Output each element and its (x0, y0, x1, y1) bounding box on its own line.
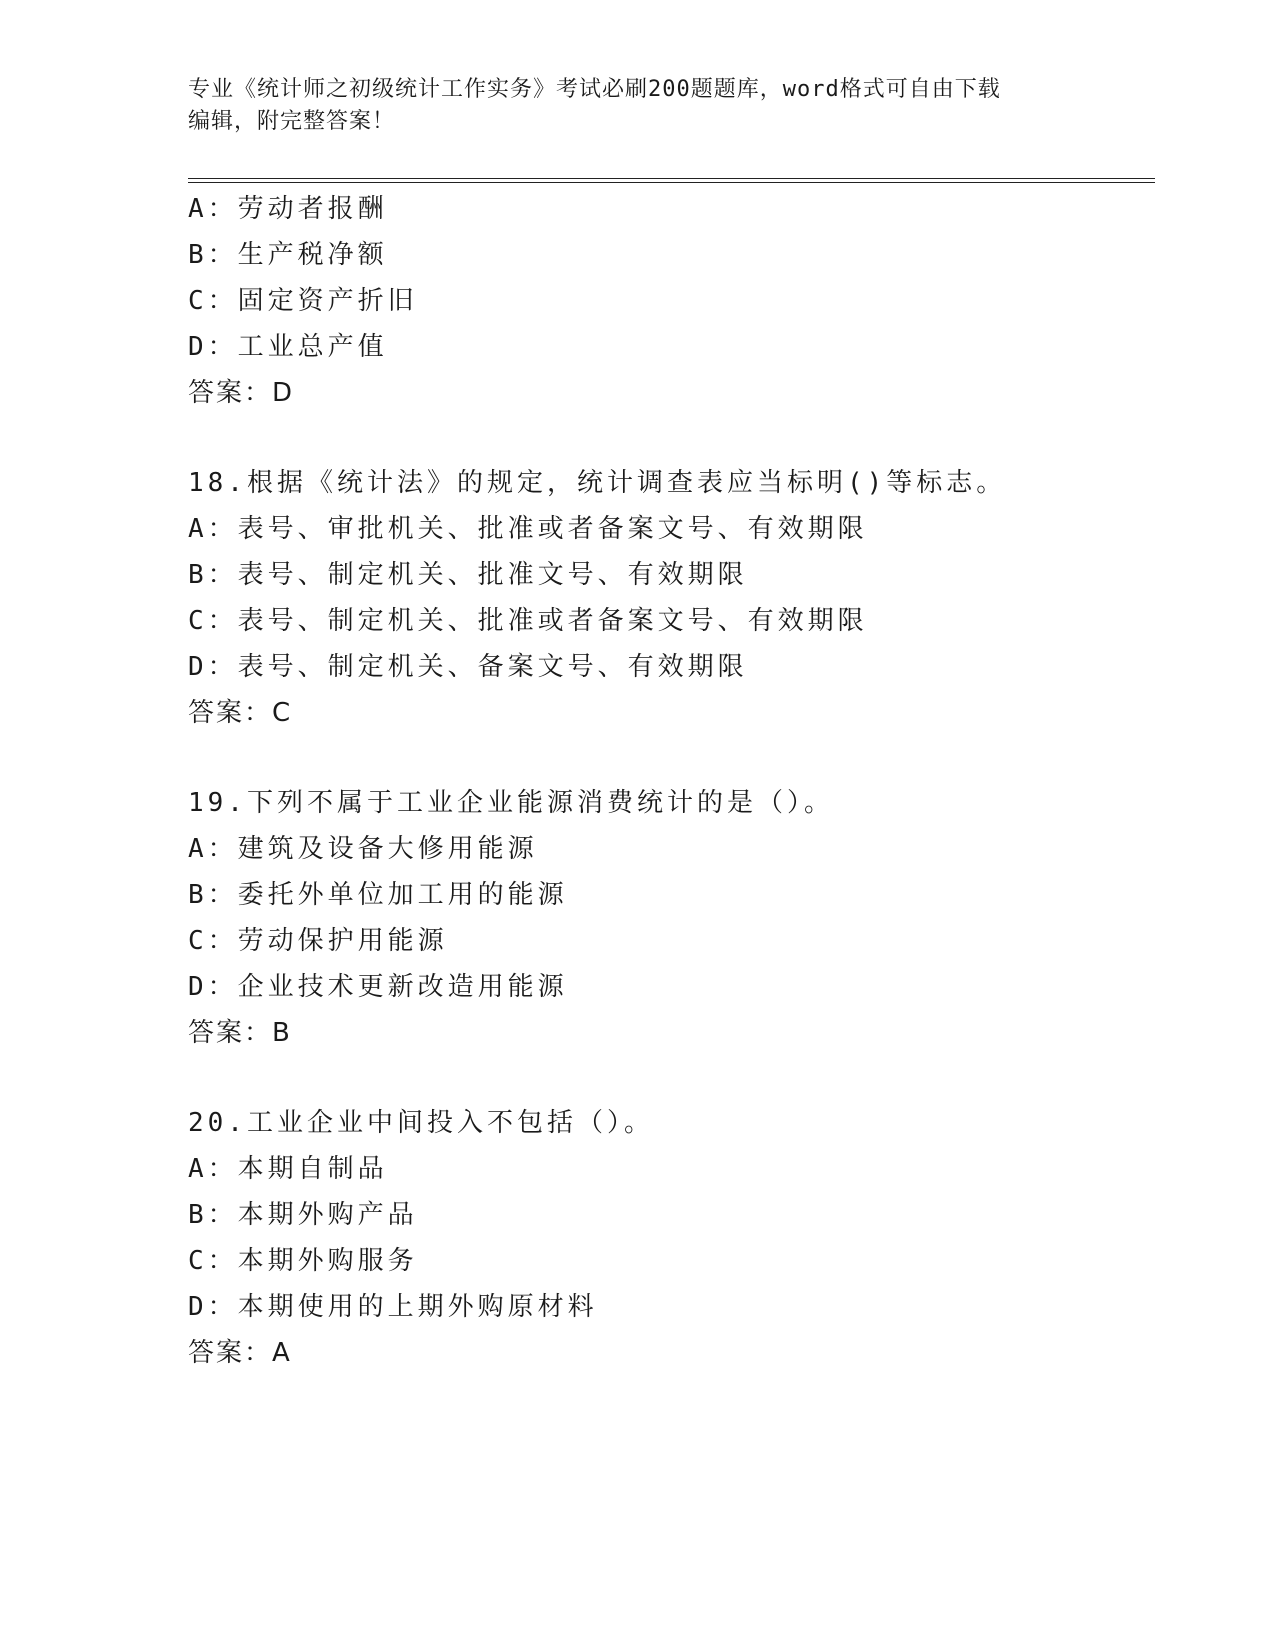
option-c: C：表号、制定机关、批准或者备案文号、有效期限 (188, 606, 868, 636)
header-divider (188, 178, 1155, 183)
header-line-1: 专业《统计师之初级统计工作实务》考试必刷200题题库，word格式可自由下载 (188, 77, 1001, 102)
option-d: D：本期使用的上期外购原材料 (188, 1292, 598, 1322)
option-a: A：劳动者报酬 (188, 194, 388, 224)
option-b: B：表号、制定机关、批准文号、有效期限 (188, 560, 748, 590)
answer-line: 答案：A (188, 1338, 292, 1368)
question-18-stem: 18.根据《统计法》的规定，统计调查表应当标明()等标志。 (188, 468, 1007, 498)
option-d: D：企业技术更新改造用能源 (188, 972, 568, 1002)
option-a: A：本期自制品 (188, 1154, 388, 1184)
option-a: A：建筑及设备大修用能源 (188, 834, 538, 864)
option-c: C：劳动保护用能源 (188, 926, 448, 956)
option-d: D：表号、制定机关、备案文号、有效期限 (188, 652, 748, 682)
option-a: A：表号、审批机关、批准或者备案文号、有效期限 (188, 514, 868, 544)
question-20-stem: 20.工业企业中间投入不包括（）。 (188, 1108, 654, 1138)
spacer (188, 736, 1148, 780)
spacer (188, 1056, 1148, 1100)
answer-line: 答案：C (188, 698, 293, 728)
option-c: C：固定资产折旧 (188, 286, 418, 316)
option-b: B：委托外单位加工用的能源 (188, 880, 568, 910)
option-d: D：工业总产值 (188, 332, 388, 362)
option-b: B：生产税净额 (188, 240, 388, 270)
spacer (188, 416, 1148, 460)
answer-line: 答案：B (188, 1018, 292, 1048)
question-17-block (188, 186, 1148, 1376)
document-header (188, 74, 1088, 138)
answer-line: 答案：D (188, 378, 295, 408)
question-19-stem: 19.下列不属于工业企业能源消费统计的是（）。 (188, 788, 834, 818)
header-line-2: 编辑，附完整答案！ (188, 109, 396, 134)
option-b: B：本期外购产品 (188, 1200, 418, 1230)
option-c: C：本期外购服务 (188, 1246, 418, 1276)
